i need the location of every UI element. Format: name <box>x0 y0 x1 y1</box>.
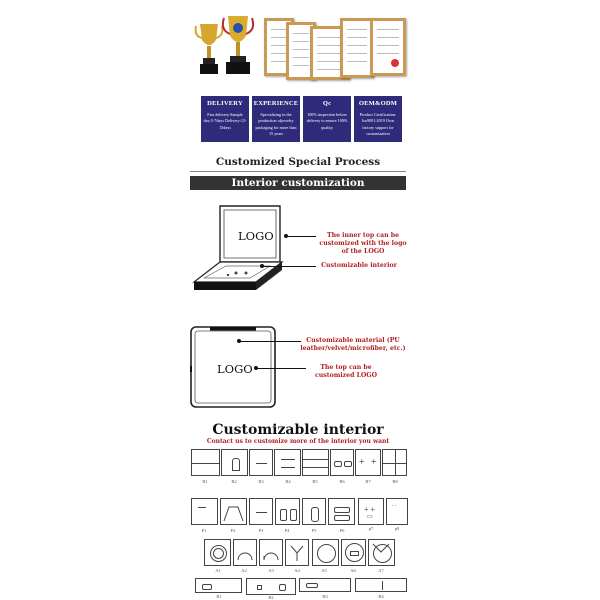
tile-label: A5 <box>321 568 327 573</box>
certificate-4 <box>340 18 374 78</box>
interior-title: Customizable interior <box>212 422 384 438</box>
seal-icon <box>391 59 399 67</box>
closed-box-logo: LOGO <box>217 362 253 376</box>
interior-tile-b2[interactable] <box>246 578 296 595</box>
tile-label: A1 <box>215 568 221 573</box>
feature-qc <box>303 96 351 142</box>
note-interior: Customizable interior <box>321 262 397 269</box>
interior-tile-p2[interactable] <box>220 498 247 525</box>
interior-tile-r5[interactable] <box>302 449 329 476</box>
interior-tile-p8[interactable]: ◦ ◦ <box>386 498 408 525</box>
tile-label: A2 <box>241 568 247 573</box>
pointer-line <box>256 368 306 369</box>
tile-label: R1 <box>202 479 208 484</box>
tile-label: R6 <box>339 479 345 484</box>
tile-label: R7 <box>365 479 371 484</box>
pointer-line <box>239 341 301 342</box>
interior-tile-b1[interactable] <box>195 578 242 593</box>
tile-label: A3 <box>268 568 274 573</box>
feature-title: Qc <box>322 100 332 107</box>
feature-body: 100% inspection before delivery to ensure 100% quality <box>306 112 348 130</box>
interior-tile-p3[interactable] <box>249 498 273 525</box>
feature-delivery <box>201 96 249 142</box>
interior-tile-p4[interactable] <box>275 498 300 525</box>
feature-experience <box>252 96 300 142</box>
feature-body: Fast delivery:Sample day:5-7days Delivery:12-15days <box>203 112 247 130</box>
pointer-line <box>286 236 316 237</box>
interior-tile-a1[interactable] <box>204 539 231 566</box>
tile-label: A7 <box>378 568 384 573</box>
interior-tile-r7[interactable]: + + <box>355 449 381 476</box>
tile-label: A4 <box>294 568 300 573</box>
tile-label: R3 <box>258 479 264 484</box>
interior-tile-b3[interactable] <box>299 578 351 592</box>
interior-tile-r1[interactable] <box>191 449 220 476</box>
tile-label: R2 <box>231 479 237 484</box>
interior-tile-p5[interactable] <box>302 498 326 525</box>
feature-oem-odm <box>354 96 402 142</box>
interior-tile-r8[interactable] <box>382 449 407 476</box>
feature-body: Specializing in the production ofjewelry packaging for more than 15 years <box>255 112 297 137</box>
open-box-logo: LOGO <box>238 229 274 243</box>
pointer-dot <box>260 264 264 268</box>
interior-tile-a5[interactable] <box>312 539 339 566</box>
tile-label: R4 <box>285 479 291 484</box>
interior-banner <box>190 176 406 190</box>
trophy-icon <box>194 10 256 76</box>
tile-label: P5 <box>311 528 317 533</box>
note-top-logo: The top can be customized LOGO <box>315 364 377 379</box>
tile-label: R5 <box>312 479 318 484</box>
interior-tile-a7[interactable] <box>368 539 395 566</box>
trophy-image <box>194 10 256 76</box>
feature-title: DELIVERY <box>207 100 243 107</box>
interior-tile-a4[interactable] <box>285 539 309 566</box>
tile-label: P4 <box>284 528 290 533</box>
section-title: Customized Special Process <box>215 156 381 168</box>
pointer-line <box>262 266 316 267</box>
tile-label: P2 <box>230 528 236 533</box>
tile-label: B4 <box>378 594 384 599</box>
tile-label: A6 <box>350 568 356 573</box>
banner-text: Interior customization <box>231 177 365 189</box>
feature-title: EXPERIENCE <box>253 100 299 107</box>
feature-body: Product Certification: Iso9001:2019 Own factory support for customization <box>359 112 397 137</box>
open-box-illustration <box>190 198 285 293</box>
section-divider <box>190 171 406 172</box>
note-material: Customizable material (PU leather/velvet/microfiber, etc.) <box>300 337 406 352</box>
interior-tile-r3[interactable] <box>249 449 273 476</box>
interior-tile-p1[interactable] <box>191 498 218 525</box>
interior-tile-r4[interactable] <box>274 449 301 476</box>
tile-label: P1 <box>201 528 207 533</box>
tile-label: p7 <box>368 526 374 531</box>
tile-label: B2 <box>268 595 274 600</box>
interior-tile-p7[interactable]: + + ▭ <box>358 498 384 525</box>
tile-label: P3 <box>258 528 264 533</box>
interior-tile-r6[interactable] <box>330 449 354 476</box>
pointer-dot <box>237 339 241 343</box>
pointer-dot <box>254 366 258 370</box>
pointer-dot <box>284 234 288 238</box>
interior-tile-p6[interactable] <box>328 498 355 525</box>
interior-tile-r2[interactable] <box>221 449 248 476</box>
feature-title: OEM&ODM <box>358 100 398 107</box>
tile-label: P6 <box>339 528 345 533</box>
certificate-5 <box>370 18 406 76</box>
note-inner-top: The inner top can be customized with the logo of the LOGO <box>319 232 407 255</box>
interior-tile-a3[interactable] <box>259 539 283 566</box>
interior-tile-a6[interactable] <box>341 539 366 566</box>
interior-subtitle: Contact us to customize more of the interior you want <box>206 438 390 445</box>
tile-label: p8 <box>394 526 400 531</box>
tile-label: B1 <box>216 594 222 599</box>
interior-tile-a2[interactable] <box>233 539 257 566</box>
interior-tile-b4[interactable] <box>355 578 407 592</box>
tile-label: B3 <box>322 594 328 599</box>
tile-label: R8 <box>392 479 398 484</box>
